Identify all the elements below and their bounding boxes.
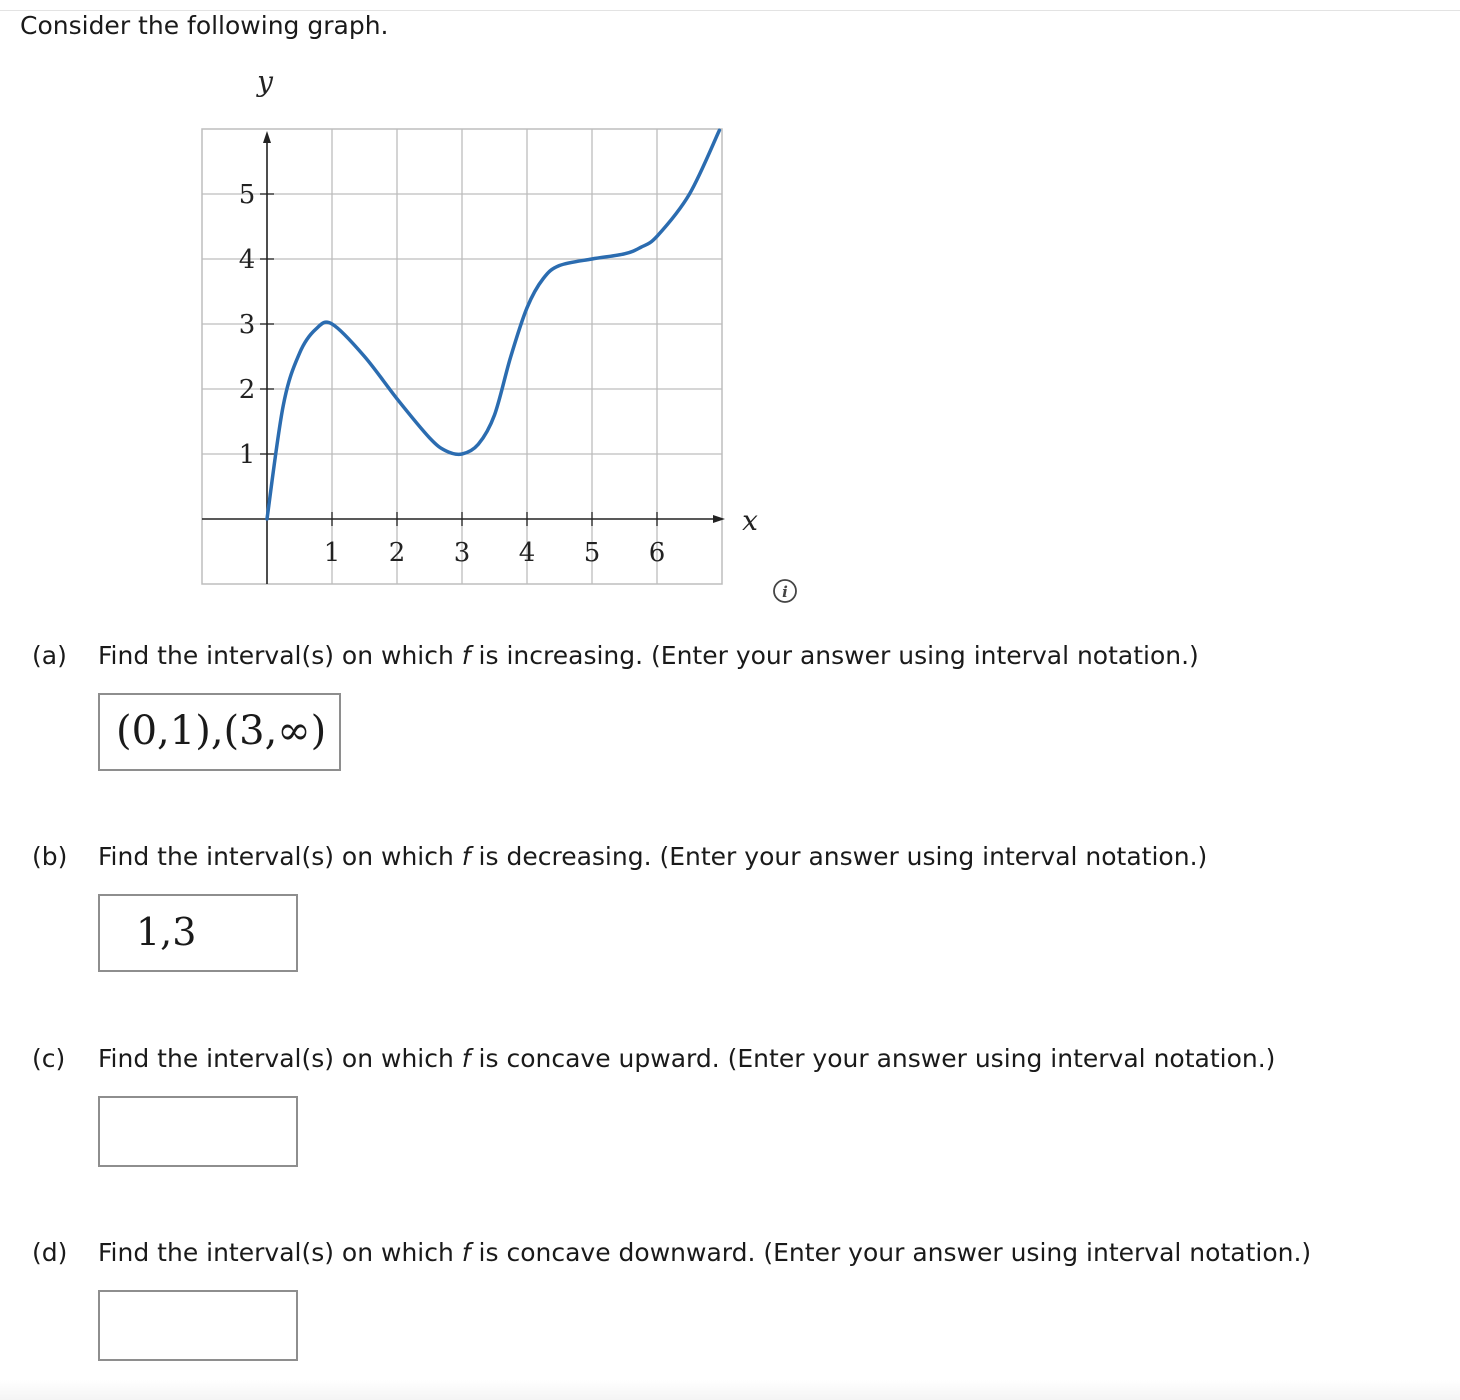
question-a: (a) Find the interval(s) on which f is increasing. (Enter your answer using interval notation.) bbox=[32, 641, 1199, 670]
answer-input-b[interactable] bbox=[98, 894, 298, 972]
y-axis-arrow bbox=[263, 131, 271, 143]
y-tick-label: 1 bbox=[238, 440, 256, 470]
y-tick-label: 3 bbox=[238, 310, 256, 340]
answer-input-d[interactable] bbox=[98, 1290, 298, 1361]
question-b: (b) Find the interval(s) on which f is decreasing. (Enter your answer using interval notation.) bbox=[32, 842, 1208, 871]
question-c: (c) Find the interval(s) on which f is concave upward. (Enter your answer using interval notation.) bbox=[32, 1044, 1276, 1073]
info-icon[interactable] bbox=[772, 578, 798, 604]
x-tick-label: 4 bbox=[518, 538, 536, 568]
x-axis-label: x bbox=[742, 504, 758, 537]
x-tick-label: 1 bbox=[323, 538, 341, 568]
answer-value-b: 1,3 bbox=[136, 910, 197, 954]
x-tick-label: 3 bbox=[453, 538, 471, 568]
y-tick-label: 4 bbox=[238, 245, 256, 275]
x-tick-label: 2 bbox=[388, 538, 406, 568]
y-axis-label: y bbox=[257, 65, 273, 98]
question-d: (d) Find the interval(s) on which f is concave downward. (Enter your answer using interval notation.) bbox=[32, 1238, 1312, 1267]
x-axis-arrow bbox=[713, 515, 725, 523]
svg-text:i: i bbox=[782, 583, 788, 601]
x-tick-label: 5 bbox=[583, 538, 601, 568]
function-graph bbox=[195, 65, 758, 600]
y-tick-label: 2 bbox=[238, 375, 256, 405]
answer-input-c[interactable] bbox=[98, 1096, 298, 1167]
x-tick-label: 6 bbox=[648, 538, 666, 568]
bottom-shade bbox=[0, 1380, 1460, 1400]
function-curve bbox=[267, 130, 719, 519]
question-intro: Consider the following graph. bbox=[20, 11, 389, 40]
answer-value-a: (0,1),(3,∞) bbox=[116, 708, 327, 754]
answer-input-a[interactable] bbox=[98, 693, 341, 771]
y-tick-label: 5 bbox=[238, 180, 256, 210]
